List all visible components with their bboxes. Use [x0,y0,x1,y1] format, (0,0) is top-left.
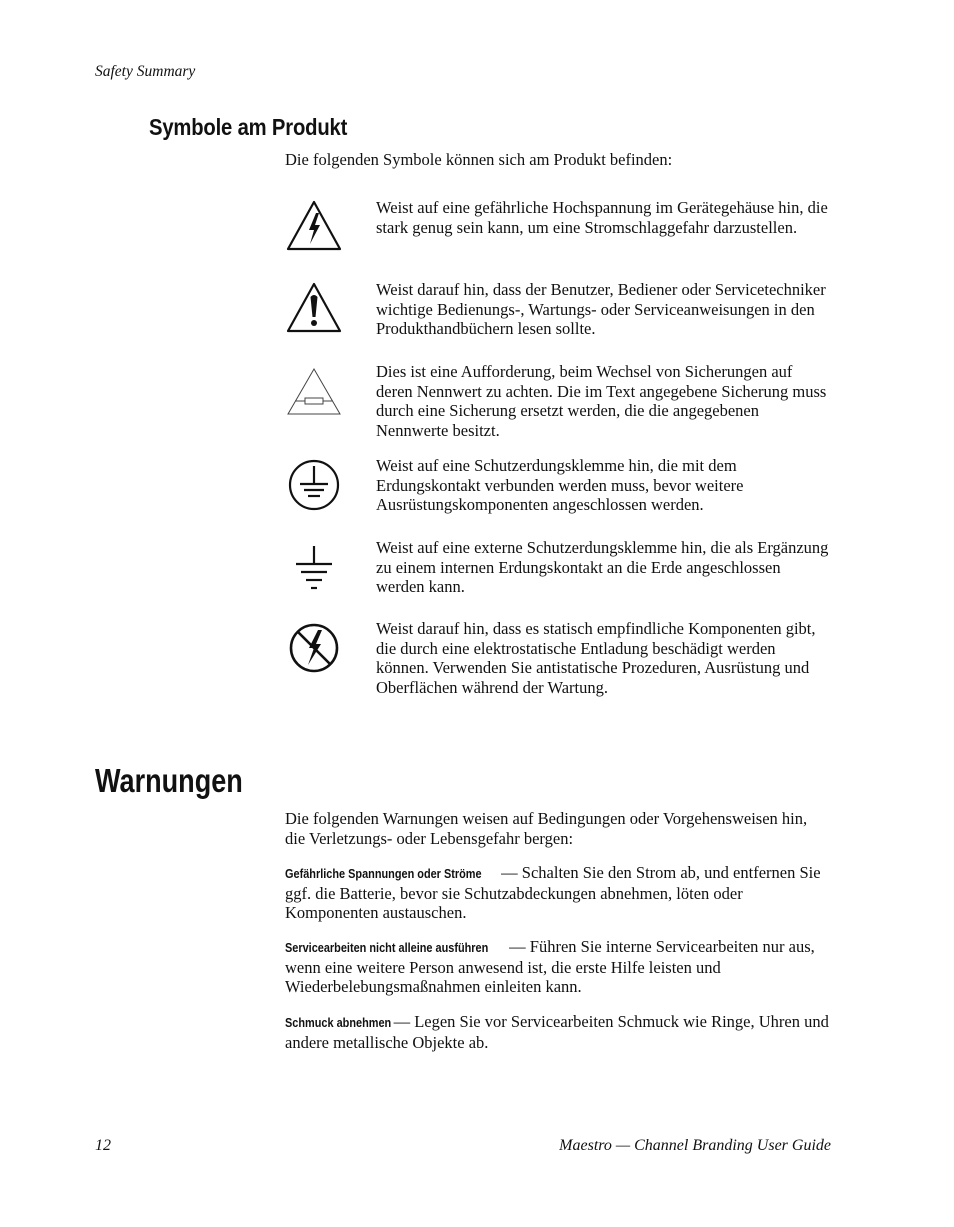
warning-text: — Legen Sie vor Servicearbeiten Schmuck wie Ringe, Uhren und andere metallische Objekte ab. [285,1012,829,1052]
warning-item [285,863,831,923]
symbols-intro: Die folgenden Symbole können sich am Produkt befinden: [285,150,673,169]
exclamation-warning-icon [285,280,343,338]
symbol-description: Weist auf eine gefährliche Hochspannung im Gerätegehäuse hin, die stark genug sein kann, um eine Stromschlaggefahr darzustellen. [376,198,828,237]
warning-label: Schmuck abnehmen [285,1015,392,1030]
symbol-description: Weist darauf hin, dass es statisch empfindliche Komponenten gibt, die durch eine elektrostatische Entladung beschädigt werden können. Verwenden Sie antistatische Prozeduren, Ausrüstung und Oberflächen während der Wartung. [376,619,816,698]
protective-earth-icon [285,456,343,514]
section-title-warnungen: Warnungen [95,762,243,799]
warning-text: — Führen Sie interne Servicearbeiten nur aus, wenn eine weitere Person anwesend ist, die erste Hilfe leisten und Wiederbelebungsmaßnahmen einleiten kann. [285,937,815,997]
warning-label: Servicearbeiten nicht alleine ausführen [285,940,489,955]
ground-icon [285,538,343,596]
section-title-symbole: Symbole am Produkt [149,114,348,140]
document-title: Maestro — Channel Branding User Guide [559,1137,831,1154]
high-voltage-warning-icon [285,198,343,256]
running-head: Safety Summary [95,63,196,80]
fuse-icon [285,364,343,422]
symbol-description: Dies ist eine Aufforderung, beim Wechsel von Sicherungen auf deren Nennwert zu achten. Die im Text angegebene Sicherung muss durch eine Sicherung ersetzt werden, die die angegebenen Nennwerte besitzt. [376,362,827,441]
symbol-description: Weist darauf hin, dass der Benutzer, Bediener oder Servicetechniker wichtige Bedienungs-, Wartungs- oder Serviceanweisungen in den Produkthandbüchern lesen sollte. [376,280,826,339]
symbol-description: Weist auf eine Schutzerdungsklemme hin, die mit dem Erdungskontakt verbunden werden muss, bevor weitere Ausrüstungskomponenten angeschlossen werden. [376,456,744,515]
warning-text: — Schalten Sie den Strom ab, und entfernen Sie ggf. die Batterie, bevor sie Schutzabdeckungen abnehmen, löten oder Komponenten austauschen. [285,863,821,923]
warning-item [285,1012,831,1052]
warnings-intro: Die folgenden Warnungen weisen auf Bedingungen oder Vorgehensweisen hin, die Verletzungs- oder Lebensgefahr bergen: [285,809,808,848]
warning-item [285,937,831,997]
symbol-description: Weist auf eine externe Schutzerdungsklemme hin, die als Ergänzung zu einem internen Erdungskontakt an die Erde angeschlossen werden kann. [376,538,829,597]
warning-label: Gefährliche Spannungen oder Ströme [285,866,482,881]
esd-warning-icon [285,619,343,677]
page-number: 12 [95,1137,111,1154]
